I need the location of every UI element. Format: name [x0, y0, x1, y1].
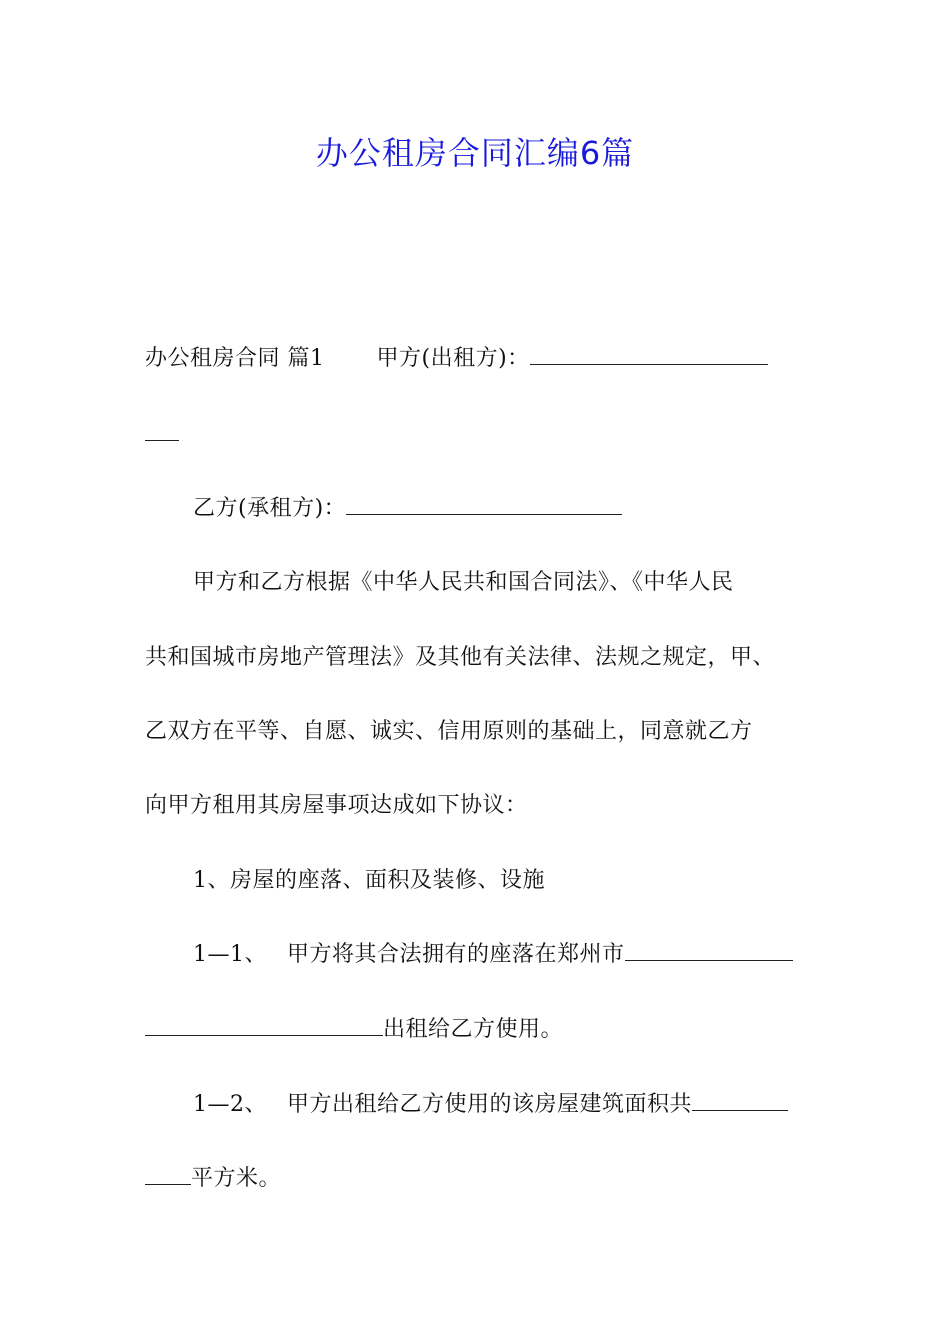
intro-line-3: 乙双方在平等、自愿、诚实、信用原则的基础上，同意就乙方: [145, 719, 753, 744]
party-a-continuation: [145, 420, 179, 450]
clause-1-2-tail: 平方米。: [191, 1166, 282, 1191]
party-b-label: 乙方(承租方)：: [193, 496, 347, 521]
clause-1-1-number: 1—1、: [193, 942, 267, 967]
intro-line-4: 向甲方租用其房屋事项达成如下协议：: [145, 793, 528, 818]
document-title: 办公租房合同汇编6篇: [315, 134, 635, 172]
clause-1-heading: 1、房屋的座落、面积及装修、设施: [193, 868, 545, 893]
clause-1-1-continuation: [145, 1015, 563, 1045]
party-a-blank: [530, 344, 768, 365]
section-heading: 办公租房合同 篇1: [145, 346, 325, 371]
clause-1-2-blank: [692, 1090, 788, 1111]
clause-1-1-blank: [625, 940, 793, 961]
clause-1-2-text: 甲方出租给乙方使用的该房屋建筑面积共: [287, 1092, 693, 1117]
clause-1-2-continuation: [145, 1164, 281, 1194]
clause-1-1-line: [193, 940, 793, 970]
party-a-blank-continued: [145, 420, 179, 441]
clause-1-2-blank-continued: [145, 1164, 191, 1185]
clause-1-2-line: [193, 1090, 788, 1120]
intro-line-1: 甲方和乙方根据《中华人民共和国合同法》、《中华人民: [193, 570, 734, 595]
party-b-line: [193, 494, 622, 524]
party-b-blank: [346, 494, 622, 515]
clause-1-2-number: 1—2、: [193, 1092, 267, 1117]
intro-line-2: 共和国城市房地产管理法》及其他有关法律、法规之规定，甲、: [145, 645, 776, 670]
party-a-label: 甲方(出租方)：: [376, 346, 530, 371]
clause-1-1-text: 甲方将其合法拥有的座落在郑州市: [287, 942, 625, 967]
party-a-line: [145, 344, 768, 374]
clause-1-1-blank-continued: [145, 1015, 383, 1036]
clause-1-1-tail: 出租给乙方使用。: [383, 1017, 564, 1042]
